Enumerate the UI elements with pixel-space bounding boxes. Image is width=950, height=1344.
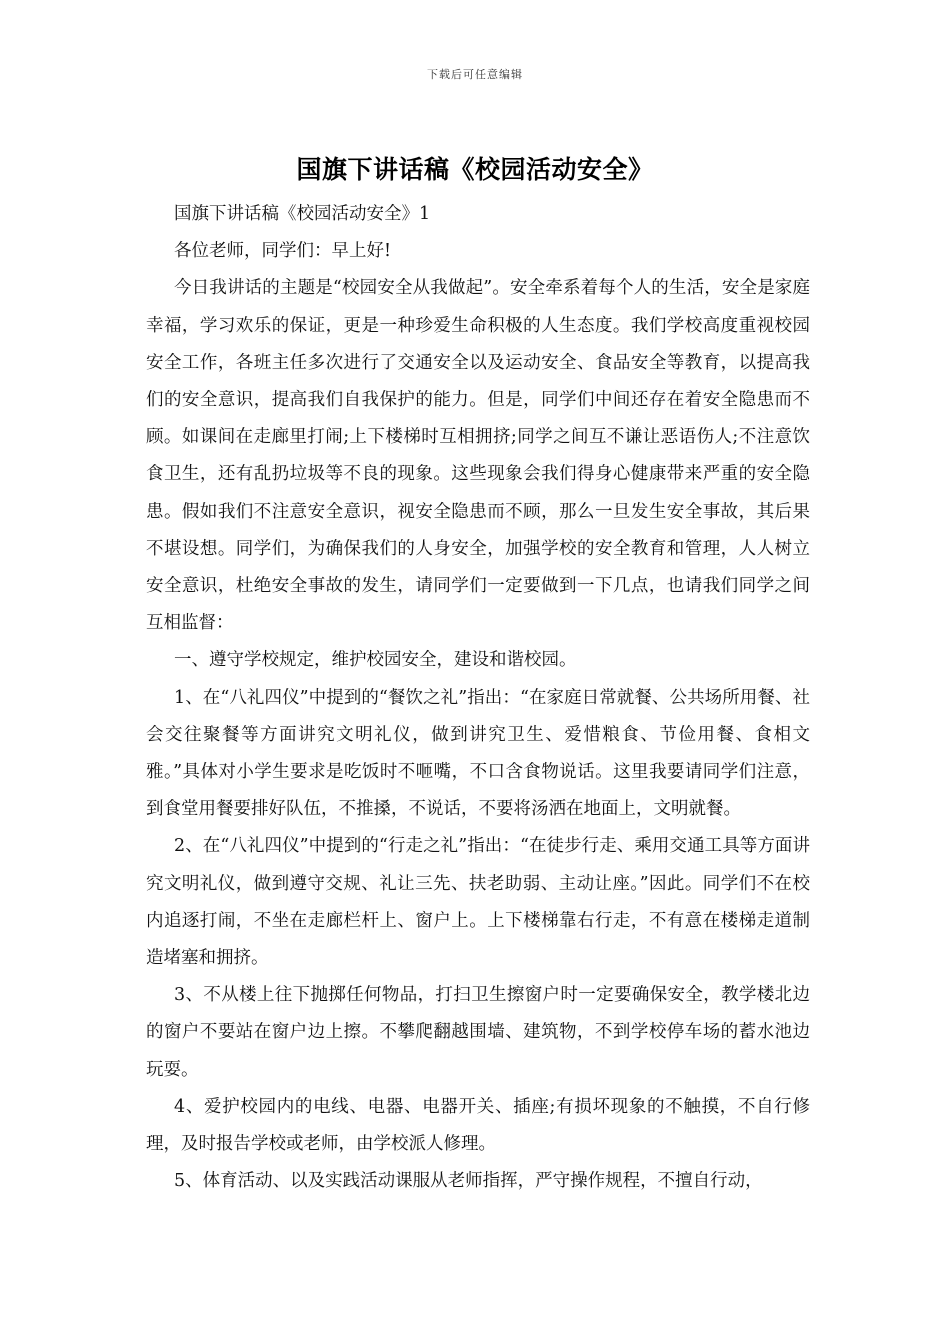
item-paragraph-4: 4、爱护校园内的电线、电器、电器开关、插座;有损坏现象的不触摸，不自行修理，及时报告学校或老师，由学校派人修理。 <box>146 1096 810 1155</box>
subtitle-paragraph: 国旗下讲话稿《校园活动安全》1 <box>174 204 431 224</box>
document-body <box>146 196 810 1200</box>
item-paragraph-5: 5、体育活动、以及实践活动课服从老师指挥，严守操作规程，不擅自行动， <box>174 1171 763 1192</box>
document-title: 国旗下讲话稿《校园活动安全》 <box>296 155 654 184</box>
item-paragraph-1: 1、在“八礼四仪”中提到的“餐饮之礼”指出：“在家庭日常就餐、公共场所用餐、社会交往聚餐等方面讲究文明礼仪，做到讲究卫生、爱惜粮食、节俭用餐、食相文雅。”具体对小学生要求是吃饭时不咂嘴，不口含食物说话。这里我要请同学们注意，到食堂用餐要排好队伍，不推搡，不说话，不要将汤洒在地面上，文明就餐。 <box>146 687 810 820</box>
item-paragraph-3: 3、不从楼上往下抛掷任何物品，打扫卫生擦窗户时一定要确保安全，教学楼北边的窗户不要站在窗户边上擦。不攀爬翻越围墙、建筑物，不到学校停车场的蓄水池边玩耍。 <box>146 985 810 1080</box>
section-heading: 一、遵守学校规定，维护校园安全，建设和谐校园。 <box>174 650 577 671</box>
item-paragraph-2: 2、在“八礼四仪”中提到的“行走之礼”指出：“在徒步行走、乘用交通工具等方面讲究文明礼仪，做到遵守交规、礼让三先、扶老助弱、主动让座。”因此。同学们不在校内追逐打闹，不坐在走廊栏杆上、窗户上。上下楼梯靠右行走，不有意在楼梯走道制造堵塞和拥挤。 <box>146 836 810 969</box>
header-note: 下载后可任意编辑 <box>427 68 523 81</box>
intro-paragraph: 今日我讲话的主题是“校园安全从我做起”。安全牵系着每个人的生活，安全是家庭幸福，学习欢乐的保证，更是一种珍爱生命积极的人生态度。我们学校高度重视校园安全工作，各班主任多次进行了交通安全以及运动安全、食品安全等教育，以提高我们的安全意识，提高我们自我保护的能力。但是，同学们中间还存在着安全隐患而不顾。如课间在走廊里打闹;上下楼梯时互相拥挤;同学之间互不谦让恶语伤人;不注意饮食卫生，还有乱扔垃圾等不良的现象。这些现象会我们得身心健康带来严重的安全隐患。假如我们不注意安全意识，视安全隐患而不顾，那么一旦发生安全事故，其后果不堪设想。同学们，为确保我们的人身安全，加强学校的安全教育和管理，人人树立安全意识，杜绝安全事故的发生，请同学们一定要做到一下几点，也请我们同学之间互相监督： <box>146 278 810 634</box>
greeting-paragraph: 各位老师，同学们：早上好! <box>174 241 392 262</box>
